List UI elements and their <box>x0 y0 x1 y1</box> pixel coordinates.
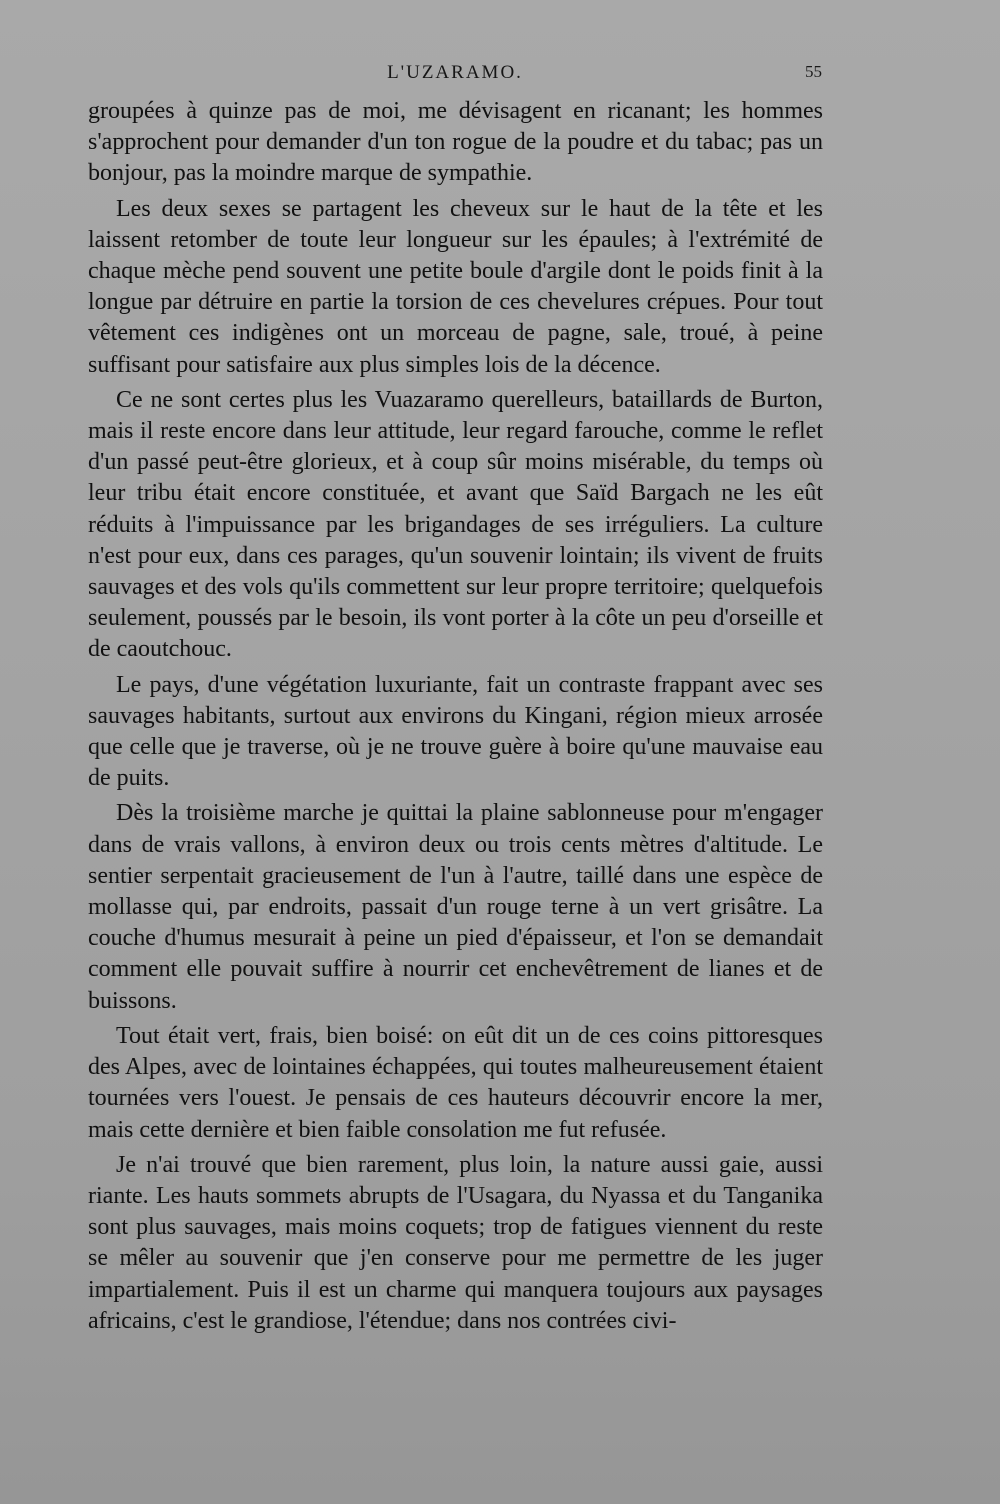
paragraph-5: Dès la troisième marche je quittai la plaine sablonneuse pour m'engager dans de vrais vallons, à environ deux ou trois cents mètres d'altitude. Le sentier serpentait gracieusement de l'un à l'autre, taillé dans une espèce de mollasse qui, par endroits, passait d'un rouge terne à un vert grisâtre. La couche d'humus mesurait à peine un pied d'épaisseur, et l'on se demandait comment elle pouvait suffire à nourrir cet enchevêtrement de lianes et de buissons. <box>88 800 823 1014</box>
running-title: L'UZARAMO. <box>387 62 523 83</box>
paragraph-6: Tout était vert, frais, bien boisé: on eût dit un de ces coins pittoresques des Alpes, avec de lointaines échappées, qui toutes malheureusement étaient tournées vers l'ouest. Je pensais de ces hauteurs découvrir encore la mer, mais cette dernière et bien faible consolation me fut refusée. <box>88 1022 823 1143</box>
body-text <box>88 96 823 1341</box>
paragraph-2: Les deux sexes se partagent les cheveux sur le haut de la tête et les laissent retomber de toute leur longueur sur les épaules; à l'extrémité de chaque mèche pend souvent une petite boule d'argile dont le poids finit à la longue par détruire en partie la torsion de ces chevelures crépues. Pour tout vêtement ces indigènes ont un morceau de pagne, sale, troué, à peine suffisant pour satisfaire aux plus simples lois de la décence. <box>88 195 823 378</box>
paragraph-7: Je n'ai trouvé que bien rarement, plus loin, la nature aussi gaie, aussi riante. Les hauts sommets abrupts de l'Usagara, du Nyassa et du Tanganika sont plus sauvages, mais moins coquets; trop de fatigues viennent du reste se mêler au souvenir que j'en conserve pour me permettre de les juger impartialement. Puis il est un charme qui manquera toujours aux paysages africains, c'est le grandiose, l'étendue; dans nos contrées civi- <box>88 1151 823 1334</box>
paragraph-3: Ce ne sont certes plus les Vuazaramo querelleurs, bataillards de Burton, mais il reste encore dans leur attitude, leur regard farouche, comme le reflet d'un passé peut-être glorieux, et à coup sûr moins misérable, du temps où leur tribu était encore constituée, et avant que Saïd Bargach ne les eût réduits à l'impuissance par les brigandages de ses irréguliers. La culture n'est pour eux, dans ces parages, qu'un souvenir lointain; ils vivent de fruits sauvages et des vols qu'ils commettent sur leur propre territoire; quelquefois seulement, poussés par le besoin, ils vont porter à la côte un peu d'orseille et de caoutchouc. <box>88 386 823 663</box>
page-header <box>0 62 1000 92</box>
page-number: 55 <box>805 62 822 81</box>
paragraph-4: Le pays, d'une végétation luxuriante, fait un contraste frappant avec ses sauvages habitants, surtout aux environs du Kingani, région mieux arrosée que celle que je traverse, où je ne trouve guère à boire qu'une mauvaise eau de puits. <box>88 671 823 792</box>
paragraph-1: groupées à quinze pas de moi, me dévisagent en ricanant; les hommes s'approchent pour demander d'un ton rogue de la poudre et du tabac; pas un bonjour, pas la moindre marque de sympathie. <box>88 98 823 187</box>
